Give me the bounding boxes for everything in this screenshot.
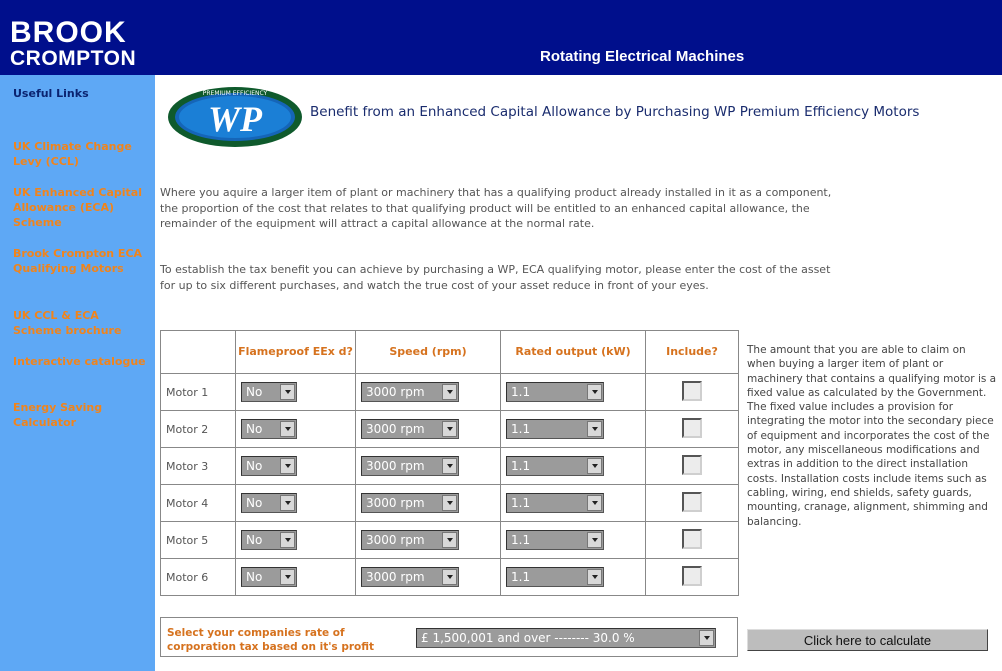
header-speed: Speed (rpm) — [356, 331, 501, 374]
header-include: Include? — [646, 331, 739, 374]
calculate-button[interactable]: Click here to calculate — [747, 629, 988, 651]
motor-label: Motor 1 — [161, 374, 236, 411]
table-row — [161, 448, 739, 485]
dropdown-arrow-icon[interactable] — [442, 458, 457, 474]
sidebar-link-eca-motors[interactable]: Brook Crompton ECA Qualifying Motors — [13, 247, 143, 275]
include-checkbox[interactable] — [682, 381, 702, 401]
select-value: 1.1 — [511, 570, 531, 584]
flameproof-select[interactable] — [241, 567, 297, 587]
tax-rate-label: Select your companies rate of corporation tax based on it's profit — [167, 627, 375, 653]
speed-select[interactable] — [361, 493, 459, 513]
rated-output-select[interactable] — [506, 567, 604, 587]
rated-output-select[interactable] — [506, 382, 604, 402]
dropdown-arrow-icon[interactable] — [280, 421, 295, 437]
intro-title: Benefit from an Enhanced Capital Allowance by Purchasing WP Premium Efficiency Motors — [310, 104, 920, 120]
select-value: No — [246, 496, 263, 510]
flameproof-select[interactable] — [241, 382, 297, 402]
tax-rate-select[interactable] — [416, 628, 716, 648]
dropdown-arrow-icon[interactable] — [587, 495, 602, 511]
speed-select[interactable] — [361, 456, 459, 476]
include-checkbox[interactable] — [682, 418, 702, 438]
table-row — [161, 411, 739, 448]
dropdown-arrow-icon[interactable] — [587, 569, 602, 585]
select-value: 3000 rpm — [366, 459, 425, 473]
include-checkbox[interactable] — [682, 492, 702, 512]
dropdown-arrow-icon[interactable] — [442, 495, 457, 511]
logo-ring-text: PREMIUM EFFICIENCY — [202, 90, 268, 97]
dropdown-arrow-icon[interactable] — [442, 532, 457, 548]
speed-select[interactable] — [361, 419, 459, 439]
header-empty — [161, 331, 236, 374]
select-value: 1.1 — [511, 385, 531, 399]
site-header — [0, 0, 1002, 75]
select-value: 3000 rpm — [366, 570, 425, 584]
select-value: No — [246, 570, 263, 584]
speed-select[interactable] — [361, 382, 459, 402]
logo-line-crompton: CROMPTON — [10, 47, 137, 70]
select-value: 1.1 — [511, 459, 531, 473]
intro-paragraph-1: Where you aquire a larger item of plant or machinery that has a qualifying product already installed in it as a component, the proportion of the cost that relates to that qualifying product will be entitled to an enhanced capital allowance, the remainder of the equipment will attract a capital allowance at the normal rate. — [160, 186, 832, 230]
side-note: The amount that you are able to claim on when buying a larger item of plant or machinery that contains a qualifying motor is a fixed value as calculated by the Government. The fixed value includes a provision for integrating the motor into the secondary piece of equipment and incorporates the cost of the motor, any miscellaneous modifications and extras in addition to the direct installation costs. Installation costs include items such as cabling, wiring, end shields, safety guards, mounting, cranage, alignment, shimming and balancing. — [747, 344, 997, 528]
tax-rate-box — [160, 617, 738, 657]
select-value: No — [246, 459, 263, 473]
brook-crompton-logo[interactable] — [10, 18, 136, 69]
dropdown-arrow-icon[interactable] — [280, 458, 295, 474]
rated-output-select[interactable] — [506, 493, 604, 513]
rated-output-select[interactable] — [506, 530, 604, 550]
sidebar-link-ccl[interactable]: UK Climate Change Levy (CCL) — [13, 140, 132, 168]
dropdown-arrow-icon[interactable] — [442, 421, 457, 437]
sidebar-link-energy-calculator[interactable]: Energy Saving Calculator — [13, 401, 103, 429]
logo-line-brook: BROOK — [10, 16, 127, 49]
logo-wp-text: WP — [208, 99, 262, 139]
sidebar-link-brochure[interactable]: UK CCL & ECA Scheme brochure — [13, 309, 122, 337]
dropdown-arrow-icon[interactable] — [280, 569, 295, 585]
dropdown-arrow-icon[interactable] — [280, 495, 295, 511]
select-value: No — [246, 533, 263, 547]
motor-label: Motor 3 — [161, 448, 236, 485]
table-row — [161, 374, 739, 411]
flameproof-select[interactable] — [241, 530, 297, 550]
dropdown-arrow-icon[interactable] — [280, 384, 295, 400]
table-row — [161, 522, 739, 559]
header-rated-output: Rated output (kW) — [501, 331, 646, 374]
speed-select[interactable] — [361, 530, 459, 550]
include-checkbox[interactable] — [682, 455, 702, 475]
dropdown-arrow-icon[interactable] — [442, 569, 457, 585]
header-flameproof: Flameproof EEx d? — [236, 331, 356, 374]
flameproof-select[interactable] — [241, 493, 297, 513]
motor-label: Motor 4 — [161, 485, 236, 522]
sidebar-link-eca-scheme[interactable]: UK Enhanced Capital Allowance (ECA) Scheme — [13, 186, 142, 229]
dropdown-arrow-icon[interactable] — [587, 421, 602, 437]
sidebar — [0, 75, 155, 671]
sidebar-link-interactive-catalogue[interactable]: Interactive catalogue — [13, 355, 146, 368]
dropdown-arrow-icon[interactable] — [280, 532, 295, 548]
intro-paragraph-2: To establish the tax benefit you can achieve by purchasing a WP, ECA qualifying motor, please enter the cost of the asset for up to six different purchases, and watch the true cost of your asset reduce in front of your eyes. — [160, 263, 831, 292]
motor-label: Motor 6 — [161, 559, 236, 596]
table-row — [161, 559, 739, 596]
sidebar-heading: Useful Links — [13, 87, 89, 100]
select-value: 3000 rpm — [366, 533, 425, 547]
select-value: £ 1,500,001 and over -------- 30.0 % — [421, 631, 635, 645]
motor-table — [160, 330, 739, 596]
motor-label: Motor 5 — [161, 522, 236, 559]
dropdown-arrow-icon[interactable] — [442, 384, 457, 400]
select-value: 3000 rpm — [366, 422, 425, 436]
flameproof-select[interactable] — [241, 419, 297, 439]
motor-label: Motor 2 — [161, 411, 236, 448]
select-value: No — [246, 385, 263, 399]
select-value: 3000 rpm — [366, 496, 425, 510]
include-checkbox[interactable] — [682, 566, 702, 586]
select-value: No — [246, 422, 263, 436]
speed-select[interactable] — [361, 567, 459, 587]
flameproof-select[interactable] — [241, 456, 297, 476]
rated-output-select[interactable] — [506, 419, 604, 439]
include-checkbox[interactable] — [682, 529, 702, 549]
table-header-row — [161, 331, 739, 374]
rated-output-select[interactable] — [506, 456, 604, 476]
wp-premium-efficiency-logo — [165, 81, 305, 149]
select-value: 3000 rpm — [366, 385, 425, 399]
main-content — [155, 75, 1002, 671]
dropdown-arrow-icon[interactable] — [587, 532, 602, 548]
select-value: 1.1 — [511, 533, 531, 547]
dropdown-arrow-icon[interactable] — [587, 384, 602, 400]
header-title: Rotating Electrical Machines — [540, 48, 745, 65]
select-value: 1.1 — [511, 496, 531, 510]
select-value: 1.1 — [511, 422, 531, 436]
dropdown-arrow-icon[interactable] — [587, 458, 602, 474]
dropdown-arrow-icon[interactable] — [699, 630, 714, 646]
table-row — [161, 485, 739, 522]
